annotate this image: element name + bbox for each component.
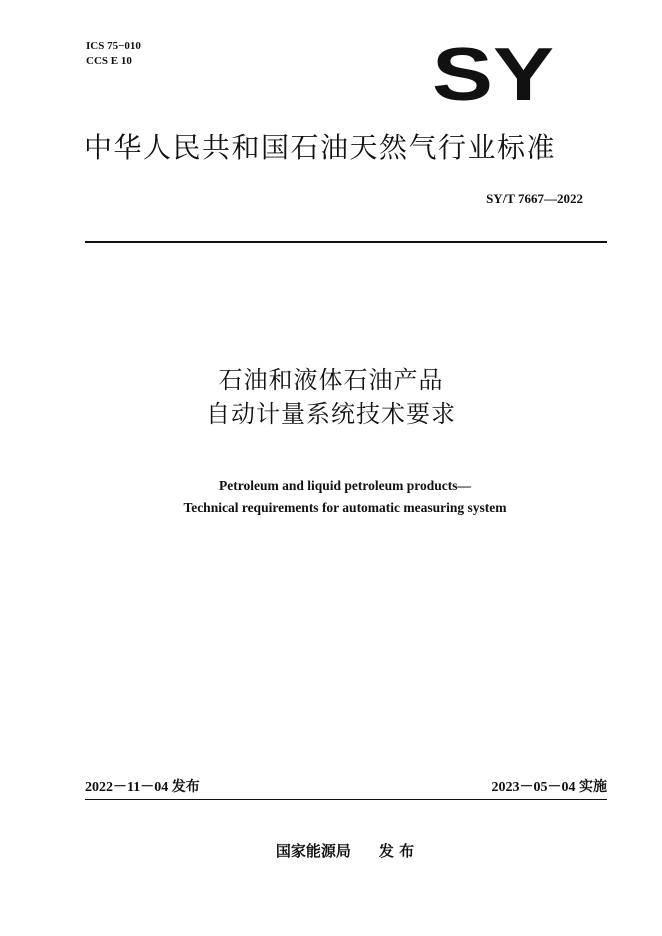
publisher-line — [0, 840, 662, 862]
publisher-name: 国家能源局 — [275, 842, 351, 860]
publish-action: 发 布 — [378, 842, 415, 860]
implementation-date: 2023－05－04 实施 — [491, 780, 607, 795]
ics-code: ICS 75−010 — [86, 40, 141, 52]
sy-logo — [430, 44, 556, 104]
chinese-title-line-1: 石油和液体石油产品 — [218, 366, 444, 394]
bottom-divider — [85, 799, 607, 800]
issue-date: 2022－11－04 发布 — [85, 780, 200, 795]
standard-code: SY/T 7667—2022 — [486, 191, 583, 206]
english-title-line-1: Petroleum and liquid petroleum products— — [218, 478, 472, 493]
logo-text: SY — [432, 44, 554, 104]
english-title-line-2: Technical requirements for automatic measuring system — [183, 500, 507, 515]
top-divider — [85, 241, 607, 243]
chinese-title-line-2: 自动计量系统技术要求 — [206, 400, 456, 428]
standard-category-title: 中华人民共和国石油天然气行业标准 — [84, 131, 557, 164]
ccs-code: CCS E 10 — [86, 55, 132, 67]
